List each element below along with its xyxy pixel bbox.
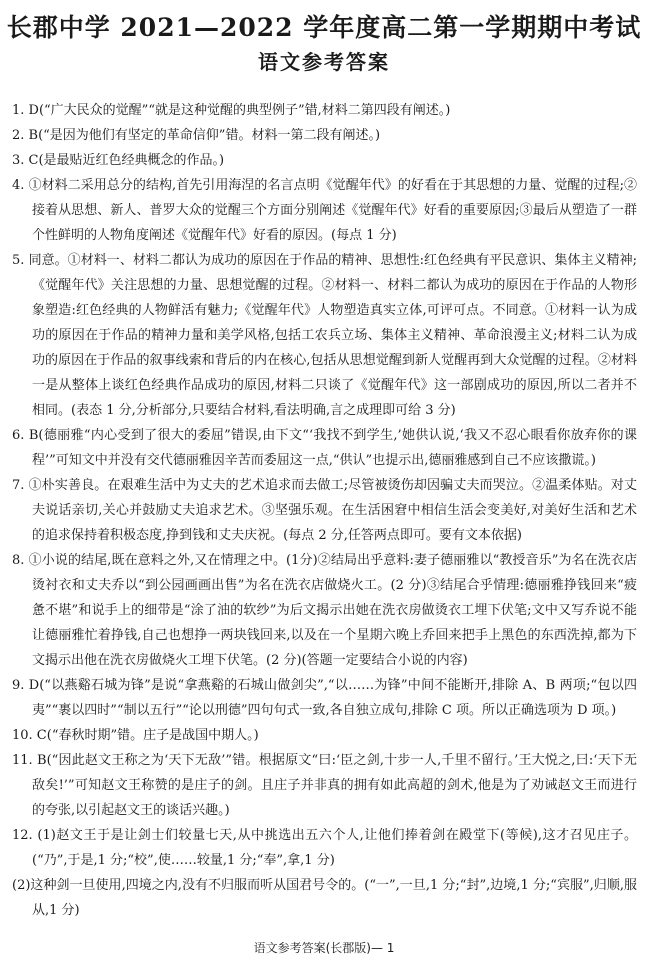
answer-item-11: 11. B(“因此赵文王称之为‘天下无敌’”错。根据原文“曰:‘臣之剑,十步一人,千里不留行。’王大悦之,曰:‘天下无敌矣!’”可知赵文王称赞的是庄子的剑。且庄子并非真的拥有如此高超的剑术,他是为了劝诫赵文王而进行的夸张,以引起赵文王的谈话兴趣。): [12, 753, 637, 818]
page-subtitle: 语文参考答案: [258, 50, 390, 74]
answer-item-3: 3. C(是最贴近红色经典概念的作品。): [12, 153, 225, 168]
answer-item-5: 5. 同意。①材料一、材料二都认为成功的原因在于作品的精神、思想性:红色经典有平民意识、集体主义精神;《觉醒年代》关注思想的力量、思想觉醒的过程。②材料一、材料二都认为成功的原因在于作品的人物形象塑造:红色经典的人物鲜活有魅力;《觉醒年代》人物塑造真实立体,可评可点。不同意。①材料一认为成功的原因在于作品的精神力量和美学风格,包括工农兵立场、集体主义精神、革命浪漫主义;材料二认为成功的原因在于作品的叙事线索和背后的内在核心,包括从思想觉醒到新人觉醒再到大众觉醒的过程。②材料一是从整体上谈红色经典作品成功的原因,材料二只谈了《觉醒年代》这一部剧成功的原因,所以二者并不相同。(表态 1 分,分析部分,只要结合材料,看法明确,言之成理即可给 3 分): [12, 253, 637, 418]
page-title: 长郡中学 2021—2022 学年度高二第一学期期中考试: [6, 13, 642, 42]
answer-item-7: 7. ①朴实善良。在艰难生活中为丈夫的艺术追求而去做工;尽管被烫伤却因骗丈夫而哭泣。②温柔体贴。对丈夫说话亲切,关心并鼓励丈夫追求艺术。③坚强乐观。在生活困窘中相信生活会变美好,对美好生活和艺术的追求保持着积极态度,挣到钱和丈夫庆祝。(每点 2 分,任答两点即可。要有文本依据): [12, 478, 637, 543]
answer-list: [12, 98, 637, 923]
page-footer: 语文参考答案(长郡版)— 1: [253, 941, 395, 955]
answer-item-6: 6. B(德丽雅“内心受到了很大的委屈”错误,由下文“‘我找不到学生,’她供认说,‘我又不忍心眼看你放弃你的课程’”可知文中并没有交代德丽雅因辛苦而委屈这一点,“供认”也提示出,德丽雅感到自己不应该撒谎。): [12, 428, 637, 468]
answer-item-10: 10. C(“春秋时期”错。庄子是战国中期人。): [12, 728, 259, 743]
answer-item-8: 8. ①小说的结尾,既在意料之外,又在情理之中。(1分)②结局出乎意料:妻子德丽雅以“教授音乐”为名在洗衣店烫衬衣和丈夫乔以“到公园画画出售”为名在洗衣店做烧火工。(2 分)③结尾合乎情理:德丽雅挣钱回来“疲惫不堪”和说手上的细带是“涂了油的软纱”为后文揭示出她在洗衣房做烫衣工埋下伏笔;文中又写乔说不能让德丽雅忙着挣钱,自己也想挣一两块钱回来,以及在一个星期六晚上乔回来把手上黑色的东西洗掉,都为下文揭示出他在洗衣房做烧火工埋下伏笔。(2 分)(答题一定要结合小说的内容): [12, 553, 637, 668]
answer-item-12-2: (2)这种剑一旦使用,四境之内,没有不归服而听从国君号令的。(“一”,一旦,1 分;“封”,边境,1 分;“宾服”,归顺,服从,1 分): [12, 878, 637, 918]
answer-item-1: 1. D(“广大民众的觉醒”“就是这种觉醒的典型例子”错,材料二第四段有阐述。): [12, 103, 451, 118]
answer-item-9: 9. D(“以燕谿石城为锋”是说“拿燕谿的石城山做剑尖”,“以……为锋”中间不能断开,排除 A、B 两项;“包以四夷”“裹以四时”“制以五行”“论以刑德”四句句式一致,各自独立成句,排除 C 项。所以正确选项为 D 项。): [12, 678, 637, 718]
answer-item-4: 4. ①材料二采用总分的结构,首先引用海涅的名言点明《觉醒年代》的好看在于其思想的力量、觉醒的过程;②接着从思想、新人、普罗大众的觉醒三个方面分别阐述《觉醒年代》好看的重要原因;③最后从塑造了一群个性鲜明的人物角度阐述《觉醒年代》好看的原因。(每点 1 分): [12, 178, 637, 243]
answer-item-12-1: 12. (1)赵文王于是让剑士们较量七天,从中挑选出五六个人,让他们捧着剑在殿堂下(等候),这才召见庄子。(“乃”,于是,1 分;“校”,使……较量,1 分;“奉”,拿,1 分): [12, 828, 637, 868]
answer-item-2: 2. B(“是因为他们有坚定的革命信仰”错。材料一第二段有阐述。): [12, 128, 381, 143]
